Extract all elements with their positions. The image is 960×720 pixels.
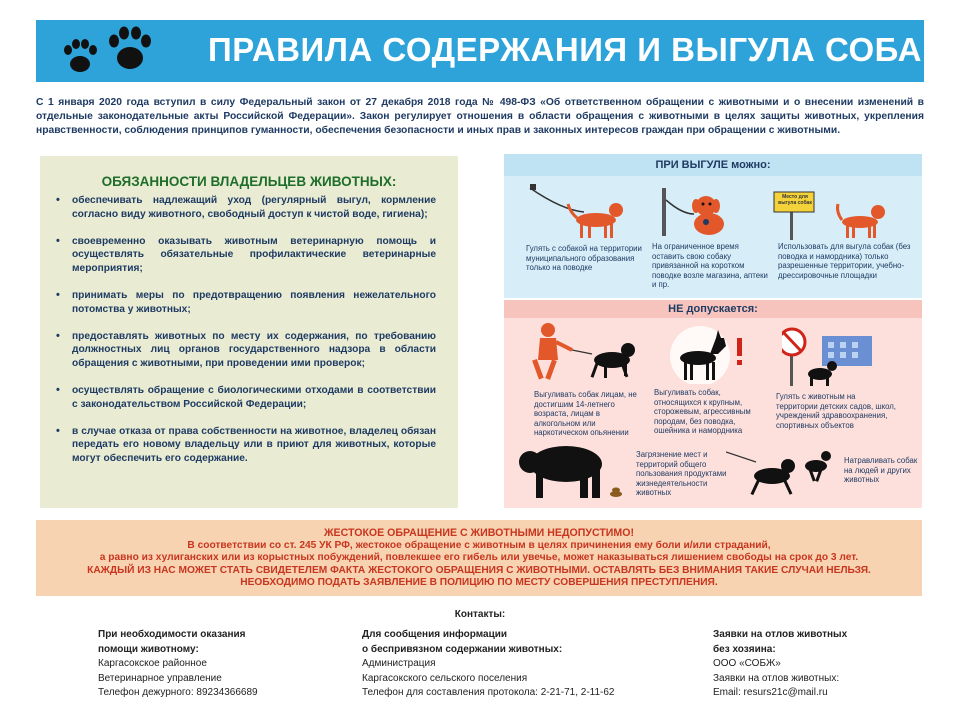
cruelty-line: а равно из хулиганских или из корыстных побуждений, повлекшее его гибель или увечье, может наказываться лишением свободы на срок до 3 лет. (99, 552, 859, 564)
cruelty-line: В соответствии со ст. 245 УК РФ, жестокое обращение с животным в целях причинения ему боли и/или страданий, (187, 540, 771, 551)
contact-administration-column (362, 628, 615, 701)
dog-on-leash-icon (522, 182, 632, 244)
forbidden-caption-4: Загрязнение мест и территорий общего пользования продуктами жизнедеятельности животных (636, 450, 727, 497)
page-title: ПРАВИЛА СОДЕРЖАНИЯ И ВЫГУЛА СОБАК (208, 31, 943, 68)
contact-line: Каргасокское районное (98, 658, 207, 669)
intro-paragraph: С 1 января 2020 года вступил в силу Федеральный закон от 27 декабря 2018 года № 498-ФЗ «Об ответственном обращении с животными и о внесении изменений в отдельные законодательные акты Российской Федерации». Закон регулирует отношения в области обращения с животными в целях защиты животных, укрепления нравственности, соблюдения принципов гуманности, обеспечения безопасности и иных прав и законных интересов граждан при обращении с животными. (36, 97, 924, 136)
contact-heading: При необходимости оказания (98, 629, 246, 640)
forbidden-caption-2: Выгуливать собак, относящихся к крупным, сторожевым, агрессивным породам, без поводка, ошейника и намордника (654, 388, 751, 435)
not-allowed-panel (504, 300, 922, 508)
duties-title: ОБЯЗАННОСТИ ВЛАДЕЛЬЦЕВ ЖИВОТНЫХ: (101, 174, 397, 189)
cruelty-line: НЕОБХОДИМО ПОДАТЬ ЗАЯВЛЕНИЕ В ПОЛИЦИЮ ПО МЕСТУ СОВЕРШЕНИЯ ПРЕСТУПЛЕНИЯ. (240, 577, 718, 589)
walking-allowed-panel (504, 154, 922, 298)
contact-line: Каргасокского сельского поселения (362, 672, 528, 684)
duty-item: • своевременно оказывать животным ветеринарную помощь и осуществлять обязательные профилактические ветеринарные мероприятия; (56, 235, 436, 276)
contact-line: Ветеринарное управление (98, 672, 222, 684)
no-dogs-playground-icon (782, 322, 906, 390)
tied-dog-icon (654, 184, 744, 242)
duties-list (56, 194, 436, 479)
contact-phone: Телефон дежурного: 89234366689 (98, 687, 258, 698)
contact-heading: Заявки на отлов животных (713, 629, 848, 640)
allowed-caption-2: На ограниченное время оставить свою собаку привязанной на коротком поводке возле магазина, аптеки и пр. (652, 242, 768, 289)
large-dog-no-muzzle-icon (664, 324, 754, 384)
dog-fouling-icon (516, 434, 636, 500)
dog-area-sign-text: Место для выгула собак (778, 194, 812, 206)
allowed-caption-1: Гулять с собакой на территории муниципального образования только на поводке (526, 244, 642, 272)
child-walking-dog-icon (520, 320, 640, 384)
cruelty-line: КАЖДЫЙ ИЗ НАС МОЖЕТ СТАТЬ СВИДЕТЕЛЕМ ФАКТА ЖЕСТОКОГО ОБРАЩЕНИЯ С ЖИВОТНЫМИ. ОСТАВЛЯТЬ БЕЗ ВНИМАНИЯ ТАКИЕ СЛУЧАИ НЕЛЬЗЯ. (87, 564, 871, 576)
forbidden-caption-1: Выгуливать собак лицам, не достигшим 14-летнего возраста, лицам в алкогольном или наркотическом опьянении (534, 390, 637, 437)
allowed-title: ПРИ ВЫГУЛЕ можно: (504, 154, 922, 176)
contact-heading: без хозяина: (713, 643, 776, 655)
title-banner (36, 20, 943, 82)
owner-duties-panel (40, 156, 458, 508)
duty-item: • принимать меры по предотвращению появления нежелательного потомства у животных; (56, 289, 436, 317)
duty-item: • в случае отказа от права собственности на животное, владелец обязан передать его новому владельцу или в приют для животных, которые могут обеспечить его содержание. (56, 425, 436, 466)
contact-line: Заявки на отлов животных: (713, 672, 840, 684)
duty-item: • обеспечивать надлежащий уход (регулярный выгул, кормление согласно виду животного, свободный доступ к чистой воде, гигиена); (56, 194, 436, 222)
cruelty-text (46, 540, 912, 590)
contact-heading: о беспривязном содержании животных: (362, 643, 563, 655)
contact-phone: Телефон для составления протокола: 2-21-71, 2-11-62 (362, 687, 615, 698)
duty-item: • осуществлять обращение с биологическими отходами в соответствии с законодательством Российской Федерации; (56, 384, 436, 412)
dog-attack-icon (726, 442, 836, 500)
contact-capture-column (713, 628, 847, 701)
contacts-title: Контакты: (454, 609, 506, 620)
contact-line: Администрация (362, 658, 436, 669)
forbidden-title: НЕ допускается: (504, 300, 922, 318)
allowed-caption-3: Использовать для выгула собак (без поводка и намордника) только разрешенные территории, учебно-дрессировочные площадки (778, 242, 911, 280)
contact-heading: Для сообщения информации (362, 629, 508, 640)
contact-vet-column (98, 628, 258, 701)
duty-item: • предоставлять животных по месту их содержания, по требованию должностных лиц органов государственного надзора в области обращения с животными, при проведении ими проверок; (56, 330, 436, 371)
paw-prints-icon (58, 26, 168, 78)
contact-line: ООО «СОБЖ» (713, 658, 781, 669)
forbidden-caption-3: Гулять с животным на территории детских садов, школ, учреждений здравоохранения, спортивных объектов (776, 392, 896, 430)
contact-heading: помощи животному: (98, 643, 199, 655)
cruelty-title: ЖЕСТОКОЕ ОБРАЩЕНИЕ С ЖИВОТНЫМИ НЕДОПУСТИМО! (323, 527, 635, 539)
contact-email: Email: resurs21c@mail.ru (713, 687, 828, 698)
forbidden-caption-5: Натравливать собак на людей и других животных (844, 456, 918, 484)
dog-area-sign-icon (772, 184, 902, 244)
cruelty-warning-panel (36, 520, 922, 596)
